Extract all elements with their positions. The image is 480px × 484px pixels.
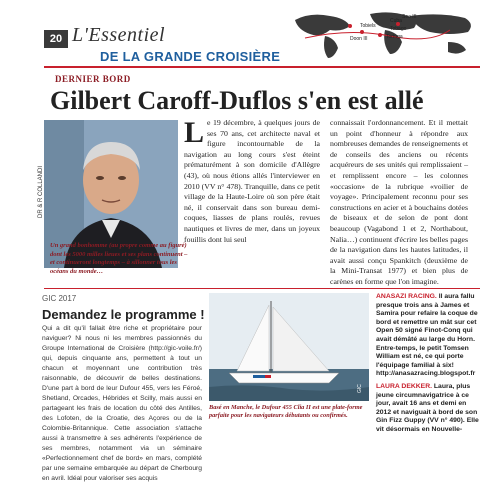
news-sidebar [376, 293, 480, 431]
column-text: e 19 décembre, à quelques jours de ses 70 ans, cet architecte naval et figure incontournable de la navigation au long cours s'est éteint prématurément à son domicile d'Allègre (43), où nous étions allés l'interviewer en 2010 (VV n° 478). Tranquille, dans ce petit village de la Haute-Loire où son père était né, il conservait dans son bureau demi-coques, liasses de plans roulés, revues nautiques et livres de mer, dans un joyeux fouillis dont lui seul [184, 118, 320, 244]
sidebar-item [376, 383, 480, 435]
sidebar-item-heading: LAURA DEKKER. [376, 382, 433, 390]
sidebar-item-heading: ANASAZI RACING. [376, 293, 437, 300]
article-column-1 [184, 118, 320, 245]
map-label: Doon III [350, 36, 368, 42]
article-headline: Gilbert Caroff-Duflos s'en est allé [50, 86, 424, 115]
page-number: 20 [44, 30, 68, 48]
photo-credit: DR & R COLLANDI [38, 165, 44, 218]
article-kicker: DERNIER BORD [55, 74, 131, 84]
article-kicker: GIC 2017 [42, 294, 77, 303]
map-label: Cuba [390, 18, 402, 24]
sidebar-item [376, 293, 480, 379]
article-headline: Demandez le programme ! [42, 307, 205, 322]
article-column-2: connaissait l'ordonnancement. Et il mettait un point d'honneur à répondre aux nombreuses demandes de renseignements et de conseils des anciens ou récents acquéreurs de ses unités qui remplissaient – et remplissent encore – les colonnes «occasion» de la rubrique «voilier de voyage». Principalement reconnu pour ses constructions en acier et à bouchains dotées de biseaux et de selon de pont dont beaucoup (Vagabond 1 et 2, Northabout, Nalia…) continuent d'écrire les belles pages de la navigation dans les hautes latitudes, il avait aussi conçu Spankitch (deuxième de la Mini-Transat 1977) et bien plus de carènes en forme que l'on imagine. [330, 118, 468, 286]
section-title: L'Essentiel [72, 24, 166, 46]
section-divider [44, 288, 480, 289]
world-map-graphic [290, 8, 480, 60]
photo-caption: Basé en Manche, le Dufour 455 Clia II est une plate-forme parfaite pour les navigateurs débutants ou confirmés. [209, 404, 363, 419]
sidebar-item-text: Il aura fallu presque trois ans à James et Samira pour refaire la coque de bord et remettre un mât sur cet Open 50 signé Finot-Conq qui avait démâté au large du Horn. Entre-temps, le petit Tomsen William est né, ce qui porte l'équipage familial à six! http://anasazracing.blogspot.fr [376, 293, 478, 378]
photo-caption: Un grand bonhomme (au propre comme au figuré) dont les 5000 milles lieues et ses plans continuent – et continueront longtemps – à sillonner tous les océans du monde… [50, 242, 188, 275]
map-label: Tobago [390, 26, 407, 32]
photo-credit: GIC [357, 384, 363, 393]
sailboat-photo [209, 293, 369, 401]
map-label: Tortuga [386, 34, 403, 40]
drop-cap: L [184, 116, 205, 149]
sidebar-item-text: Laura, plus jeune circumnavigatrice à ce jour, avait 16 ans et demi en 2012 et naviguait à bord de son Gin Fizz Guppy (VV n° 490). Elle vit désormais en Nouvelle- [376, 382, 479, 433]
map-label: Tobiels [360, 23, 376, 29]
map-label: Sea III [402, 14, 417, 20]
subsection-title: DE LA GRANDE CROISIÈRE [100, 49, 281, 64]
article-body: Qui a dit qu'il fallait être riche et propriétaire pour naviguer? Ni nous ni les membres passionnés du Groupe International de Croisière (http://gic-voile.fr/) qui, depuis cinquante ans, permettent à tout un chacun et moyennant une contribution très raisonnable, de découvrir de belles destinations. D'une part à bord de leur Dufour 455, vers les Féroé, Shetland, Orcades, Hébrides et Scilly, mais aussi en partageant les frais de location du côté des Antilles, des Lofoten, de la Croatie, des Açores ou de la Colombie-Britannique. Cette association s'attache aussi à transmettre à ses adhérents l'expérience de ses membres, notamment via un séminaire «Perfectionnement chef de bord» en mars, complété par une semaine embarquée au départ de Cherbourg en avril. Idéal pour valoriser ses acquis [42, 325, 202, 482]
header-divider [44, 66, 480, 68]
